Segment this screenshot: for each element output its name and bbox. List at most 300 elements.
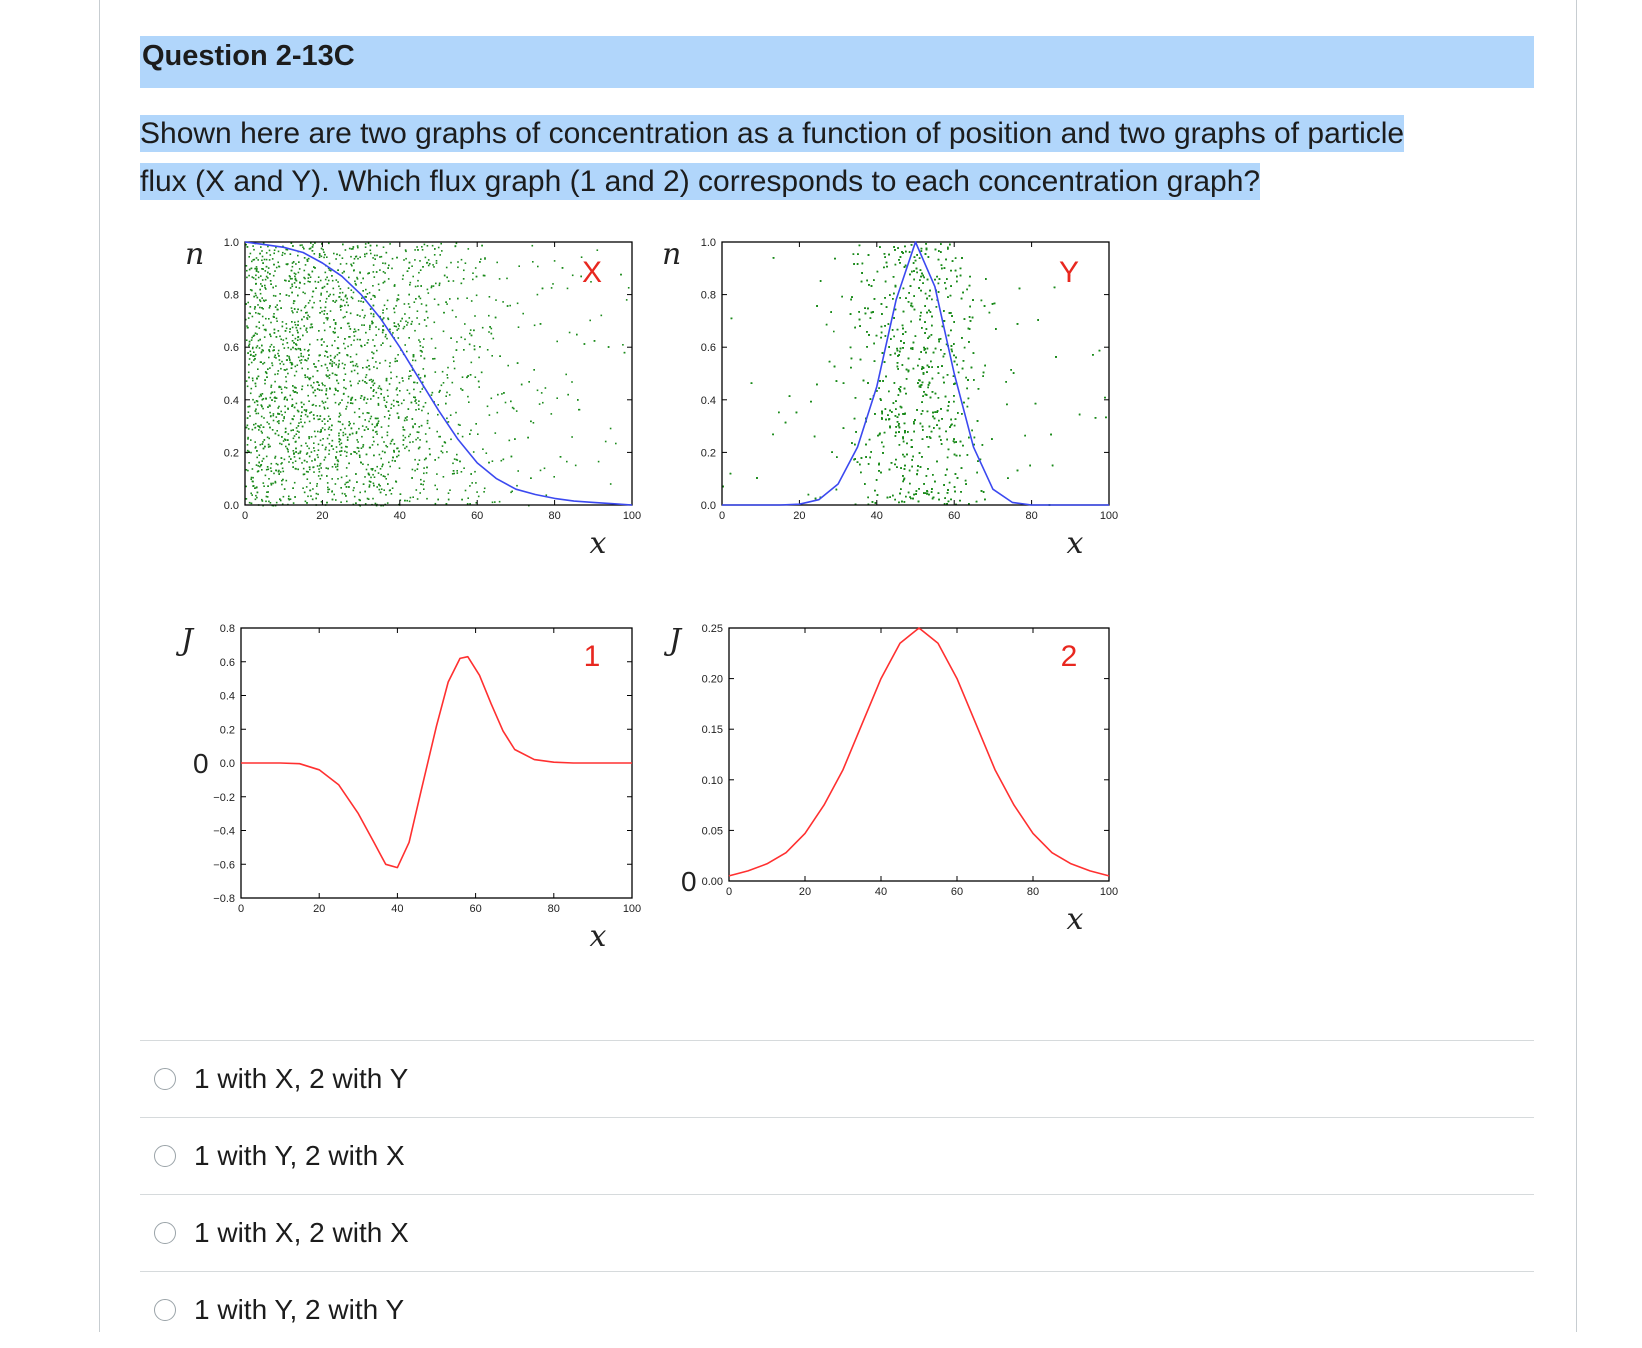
particle-point — [506, 278, 508, 280]
particle-point — [365, 289, 367, 291]
particle-point — [469, 344, 471, 346]
particle-point — [462, 376, 464, 378]
particle-point — [267, 368, 269, 370]
particle-point — [320, 429, 322, 431]
particle-point — [246, 339, 248, 341]
particle-point — [258, 462, 260, 464]
particle-point — [436, 262, 438, 264]
particle-point — [329, 418, 331, 420]
particle-point — [370, 477, 372, 479]
particle-point — [301, 244, 303, 246]
particle-point — [322, 384, 324, 386]
particle-point — [857, 461, 859, 463]
particle-point — [608, 346, 610, 348]
particle-point — [277, 262, 279, 264]
particle-point — [575, 465, 577, 467]
particle-point — [298, 272, 300, 274]
particle-point — [394, 285, 396, 287]
particle-point — [378, 329, 380, 331]
particle-point — [334, 464, 336, 466]
particle-point — [367, 464, 369, 466]
particle-point — [423, 473, 425, 475]
particle-point — [296, 371, 298, 373]
particle-point — [1017, 470, 1019, 472]
particle-point — [324, 330, 326, 332]
particle-point — [329, 263, 331, 265]
particle-point — [902, 475, 904, 477]
particle-point — [416, 246, 418, 248]
particle-point — [911, 271, 913, 273]
particle-point — [264, 300, 266, 302]
particle-point — [388, 410, 390, 412]
particle-point — [251, 268, 253, 270]
particle-point — [337, 466, 339, 468]
particle-point — [338, 433, 340, 435]
particle-point — [278, 350, 280, 352]
particle-point — [369, 486, 371, 488]
particle-point — [251, 261, 253, 263]
particle-point — [302, 386, 304, 388]
particle-point — [453, 356, 455, 358]
particle-point — [487, 349, 489, 351]
particle-point — [946, 278, 948, 280]
particle-point — [346, 467, 348, 469]
particle-point — [325, 447, 327, 449]
particle-point — [386, 378, 388, 380]
particle-point — [345, 408, 347, 410]
particle-point — [273, 264, 275, 266]
particle-point — [357, 366, 359, 368]
particle-point — [273, 295, 275, 297]
particle-point — [389, 466, 391, 468]
particle-point — [348, 421, 350, 423]
particle-point — [320, 440, 322, 442]
particle-point — [457, 267, 459, 269]
particle-point — [376, 255, 378, 257]
particle-point — [407, 389, 409, 391]
particle-point — [331, 429, 333, 431]
particle-point — [511, 491, 513, 493]
particle-point — [881, 326, 883, 328]
particle-point — [330, 359, 332, 361]
particle-point — [340, 309, 342, 311]
particle-point — [265, 318, 267, 320]
particle-point — [899, 351, 901, 353]
y-tick-label: 1.0 — [224, 237, 239, 249]
particle-point — [441, 385, 443, 387]
particle-point — [327, 489, 329, 491]
particle-point — [890, 338, 892, 340]
particle-point — [384, 476, 386, 478]
particle-point — [356, 481, 358, 483]
particle-point — [398, 455, 400, 457]
particle-point — [540, 323, 542, 325]
particle-point — [353, 270, 355, 272]
particle-point — [382, 342, 384, 344]
particle-point — [483, 275, 485, 277]
particle-point — [462, 436, 464, 438]
particle-point — [266, 259, 268, 261]
particle-point — [422, 266, 424, 268]
particle-point — [340, 306, 342, 308]
particle-point — [478, 386, 480, 388]
particle-point — [298, 453, 300, 455]
particle-point — [459, 461, 461, 463]
particle-point — [321, 475, 323, 477]
particle-point — [306, 360, 308, 362]
particle-point — [474, 345, 476, 347]
particle-point — [370, 398, 372, 400]
particle-point — [601, 315, 603, 317]
particle-point — [283, 440, 285, 442]
particle-point — [357, 441, 359, 443]
particle-point — [392, 487, 394, 489]
particle-point — [290, 362, 292, 364]
particle-point — [320, 415, 322, 417]
particle-point — [341, 447, 343, 449]
particle-point — [331, 345, 333, 347]
particle-point — [404, 448, 406, 450]
particle-point — [491, 398, 493, 400]
particle-point — [318, 384, 320, 386]
particle-point — [286, 399, 288, 401]
particle-point — [387, 300, 389, 302]
particle-point — [286, 294, 288, 296]
particle-point — [296, 403, 298, 405]
particle-point — [325, 272, 327, 274]
particle-point — [410, 282, 412, 284]
particle-point — [254, 308, 256, 310]
particle-point — [314, 459, 316, 461]
particle-point — [276, 463, 278, 465]
particle-point — [461, 283, 463, 285]
particle-point — [374, 296, 376, 298]
particle-point — [905, 297, 907, 299]
particle-point — [448, 421, 450, 423]
particle-point — [279, 498, 281, 500]
particle-point — [255, 275, 257, 277]
particle-point — [315, 395, 317, 397]
particle-point — [295, 448, 297, 450]
particle-point — [371, 416, 373, 418]
particle-point — [306, 486, 308, 488]
particle-point — [246, 469, 248, 471]
particle-point — [282, 254, 284, 256]
particle-point — [278, 435, 280, 437]
particle-point — [365, 246, 367, 248]
particle-point — [361, 395, 363, 397]
particle-point — [383, 475, 385, 477]
particle-point — [406, 419, 408, 421]
particle-point — [267, 422, 269, 424]
particle-point — [337, 459, 339, 461]
particle-point — [321, 382, 323, 384]
particle-point — [390, 407, 392, 409]
particle-point — [274, 329, 276, 331]
particle-point — [429, 427, 431, 429]
particle-point — [379, 269, 381, 271]
particle-point — [343, 368, 345, 370]
particle-point — [935, 393, 937, 395]
particle-point — [435, 371, 437, 373]
particle-point — [476, 295, 478, 297]
particle-point — [272, 483, 274, 485]
particle-point — [328, 280, 330, 282]
particle-point — [252, 380, 254, 382]
particle-point — [264, 446, 266, 448]
question-text-line-2: flux (X and Y). Which flux graph (1 and 2) corresponds to each concentration graph? — [140, 163, 1260, 200]
particle-point — [448, 499, 450, 501]
particle-point — [285, 446, 287, 448]
particle-point — [295, 441, 297, 443]
particle-point — [398, 325, 400, 327]
particle-point — [370, 253, 372, 255]
particle-point — [329, 377, 331, 379]
particle-point — [289, 359, 291, 361]
particle-point — [269, 307, 271, 309]
particle-point — [345, 249, 347, 251]
particle-point — [302, 246, 304, 248]
particle-point — [248, 275, 250, 277]
particle-point — [307, 350, 309, 352]
particle-point — [340, 429, 342, 431]
particle-point — [322, 427, 324, 429]
particle-point — [327, 356, 329, 358]
particle-point — [280, 463, 282, 465]
particle-point — [280, 339, 282, 341]
particle-point — [280, 471, 282, 473]
particle-point — [922, 410, 924, 412]
particle-point — [435, 503, 437, 505]
particle-point — [259, 307, 261, 309]
particle-point — [904, 430, 906, 432]
particle-point — [415, 409, 417, 411]
particle-point — [364, 476, 366, 478]
particle-point — [307, 368, 309, 370]
particle-point — [256, 266, 258, 268]
particle-point — [307, 478, 309, 480]
particle-point — [373, 305, 375, 307]
particle-point — [252, 378, 254, 380]
particle-point — [300, 349, 302, 351]
particle-point — [434, 459, 436, 461]
particle-point — [572, 275, 574, 277]
particle-point — [347, 439, 349, 441]
particle-point — [304, 293, 306, 295]
particle-point — [325, 307, 327, 309]
particle-point — [528, 381, 530, 383]
particle-point — [261, 268, 263, 270]
particle-point — [410, 375, 412, 377]
particle-point — [261, 432, 263, 434]
particle-point — [282, 326, 284, 328]
particle-point — [266, 469, 268, 471]
particle-point — [254, 268, 256, 270]
particle-point — [452, 473, 454, 475]
particle-point — [301, 319, 303, 321]
particle-point — [404, 344, 406, 346]
particle-point — [414, 249, 416, 251]
particle-point — [453, 361, 455, 363]
particle-point — [339, 292, 341, 294]
particle-point — [251, 388, 253, 390]
particle-point — [406, 500, 408, 502]
particle-point — [331, 363, 333, 365]
particle-point — [412, 496, 414, 498]
particle-point — [417, 498, 419, 500]
particle-point — [288, 347, 290, 349]
particle-point — [373, 389, 375, 391]
particle-point — [453, 280, 455, 282]
particle-point — [307, 260, 309, 262]
particle-point — [327, 283, 329, 285]
particle-point — [1104, 397, 1106, 399]
particle-point — [437, 499, 439, 501]
particle-point — [404, 420, 406, 422]
particle-point — [418, 400, 420, 402]
particle-point — [252, 355, 254, 357]
particle-point — [436, 431, 438, 433]
particle-point — [307, 496, 309, 498]
particle-point — [370, 298, 372, 300]
particle-point — [298, 425, 300, 427]
particle-point — [402, 426, 404, 428]
particle-point — [275, 433, 277, 435]
particle-point — [327, 319, 329, 321]
particle-point — [326, 291, 328, 293]
particle-point — [292, 266, 294, 268]
particle-point — [363, 324, 365, 326]
particle-point — [299, 348, 301, 350]
particle-point — [380, 492, 382, 494]
particle-point — [878, 387, 880, 389]
particle-point — [955, 270, 957, 272]
particle-point — [409, 393, 411, 395]
particle-point — [363, 301, 365, 303]
particle-point — [386, 252, 388, 254]
particle-point — [386, 338, 388, 340]
particle-point — [397, 413, 399, 415]
particle-point — [315, 366, 317, 368]
particle-point — [503, 459, 505, 461]
particle-point — [376, 466, 378, 468]
particle-point — [338, 360, 340, 362]
particle-point — [337, 390, 339, 392]
particle-point — [350, 313, 352, 315]
particle-point — [439, 283, 441, 285]
particle-point — [254, 402, 256, 404]
particle-point — [327, 398, 329, 400]
particle-point — [333, 319, 335, 321]
particle-point — [503, 392, 505, 394]
particle-point — [257, 345, 259, 347]
particle-point — [450, 414, 452, 416]
particle-point — [305, 443, 307, 445]
particle-point — [343, 435, 345, 437]
particle-point — [374, 276, 376, 278]
particle-point — [439, 285, 441, 287]
particle-point — [367, 398, 369, 400]
particle-point — [253, 296, 255, 298]
particle-point — [262, 363, 264, 365]
particle-point — [324, 355, 326, 357]
particle-point — [268, 446, 270, 448]
particle-point — [274, 356, 276, 358]
particle-point — [476, 491, 478, 493]
particle-point — [398, 416, 400, 418]
particle-point — [409, 370, 411, 372]
particle-point — [271, 470, 273, 472]
particle-point — [256, 497, 258, 499]
particle-point — [278, 386, 280, 388]
particle-point — [472, 272, 474, 274]
particle-point — [313, 442, 315, 444]
particle-point — [418, 374, 420, 376]
particle-point — [420, 285, 422, 287]
particle-point — [307, 358, 309, 360]
particle-point — [366, 382, 368, 384]
particle-point — [281, 361, 283, 363]
particle-point — [598, 461, 600, 463]
particle-point — [335, 388, 337, 390]
particle-point — [516, 410, 518, 412]
x-tick-label: 60 — [471, 510, 483, 522]
particle-point — [385, 405, 387, 407]
particle-point — [292, 462, 294, 464]
particle-point — [334, 394, 336, 396]
particle-point — [470, 473, 472, 475]
particle-point — [362, 278, 364, 280]
particle-point — [337, 269, 339, 271]
particle-point — [323, 322, 325, 324]
particle-point — [833, 331, 835, 333]
particle-point — [257, 492, 259, 494]
particle-point — [359, 455, 361, 457]
particle-point — [257, 297, 259, 299]
particle-point — [286, 359, 288, 361]
particle-point — [258, 376, 260, 378]
particle-point — [258, 340, 260, 342]
particle-point — [308, 448, 310, 450]
particle-point — [394, 361, 396, 363]
particle-point — [391, 440, 393, 442]
particle-point — [413, 389, 415, 391]
particle-point — [452, 382, 454, 384]
particle-point — [312, 296, 314, 298]
particle-point — [334, 340, 336, 342]
particle-point — [330, 355, 332, 357]
particle-point — [279, 293, 281, 295]
particle-point — [346, 302, 348, 304]
particle-point — [293, 415, 295, 417]
particle-point — [277, 373, 279, 375]
particle-point — [577, 399, 579, 401]
particle-point — [338, 383, 340, 385]
particle-point — [268, 318, 270, 320]
particle-point — [332, 466, 334, 468]
particle-point — [265, 398, 267, 400]
particle-point — [333, 448, 335, 450]
particle-point — [248, 256, 250, 258]
particle-point — [347, 346, 349, 348]
particle-point — [354, 370, 356, 372]
particle-point — [533, 422, 535, 424]
particle-point — [355, 365, 357, 367]
particle-point — [256, 413, 258, 415]
particle-point — [436, 473, 438, 475]
particle-point — [276, 430, 278, 432]
particle-point — [362, 380, 364, 382]
